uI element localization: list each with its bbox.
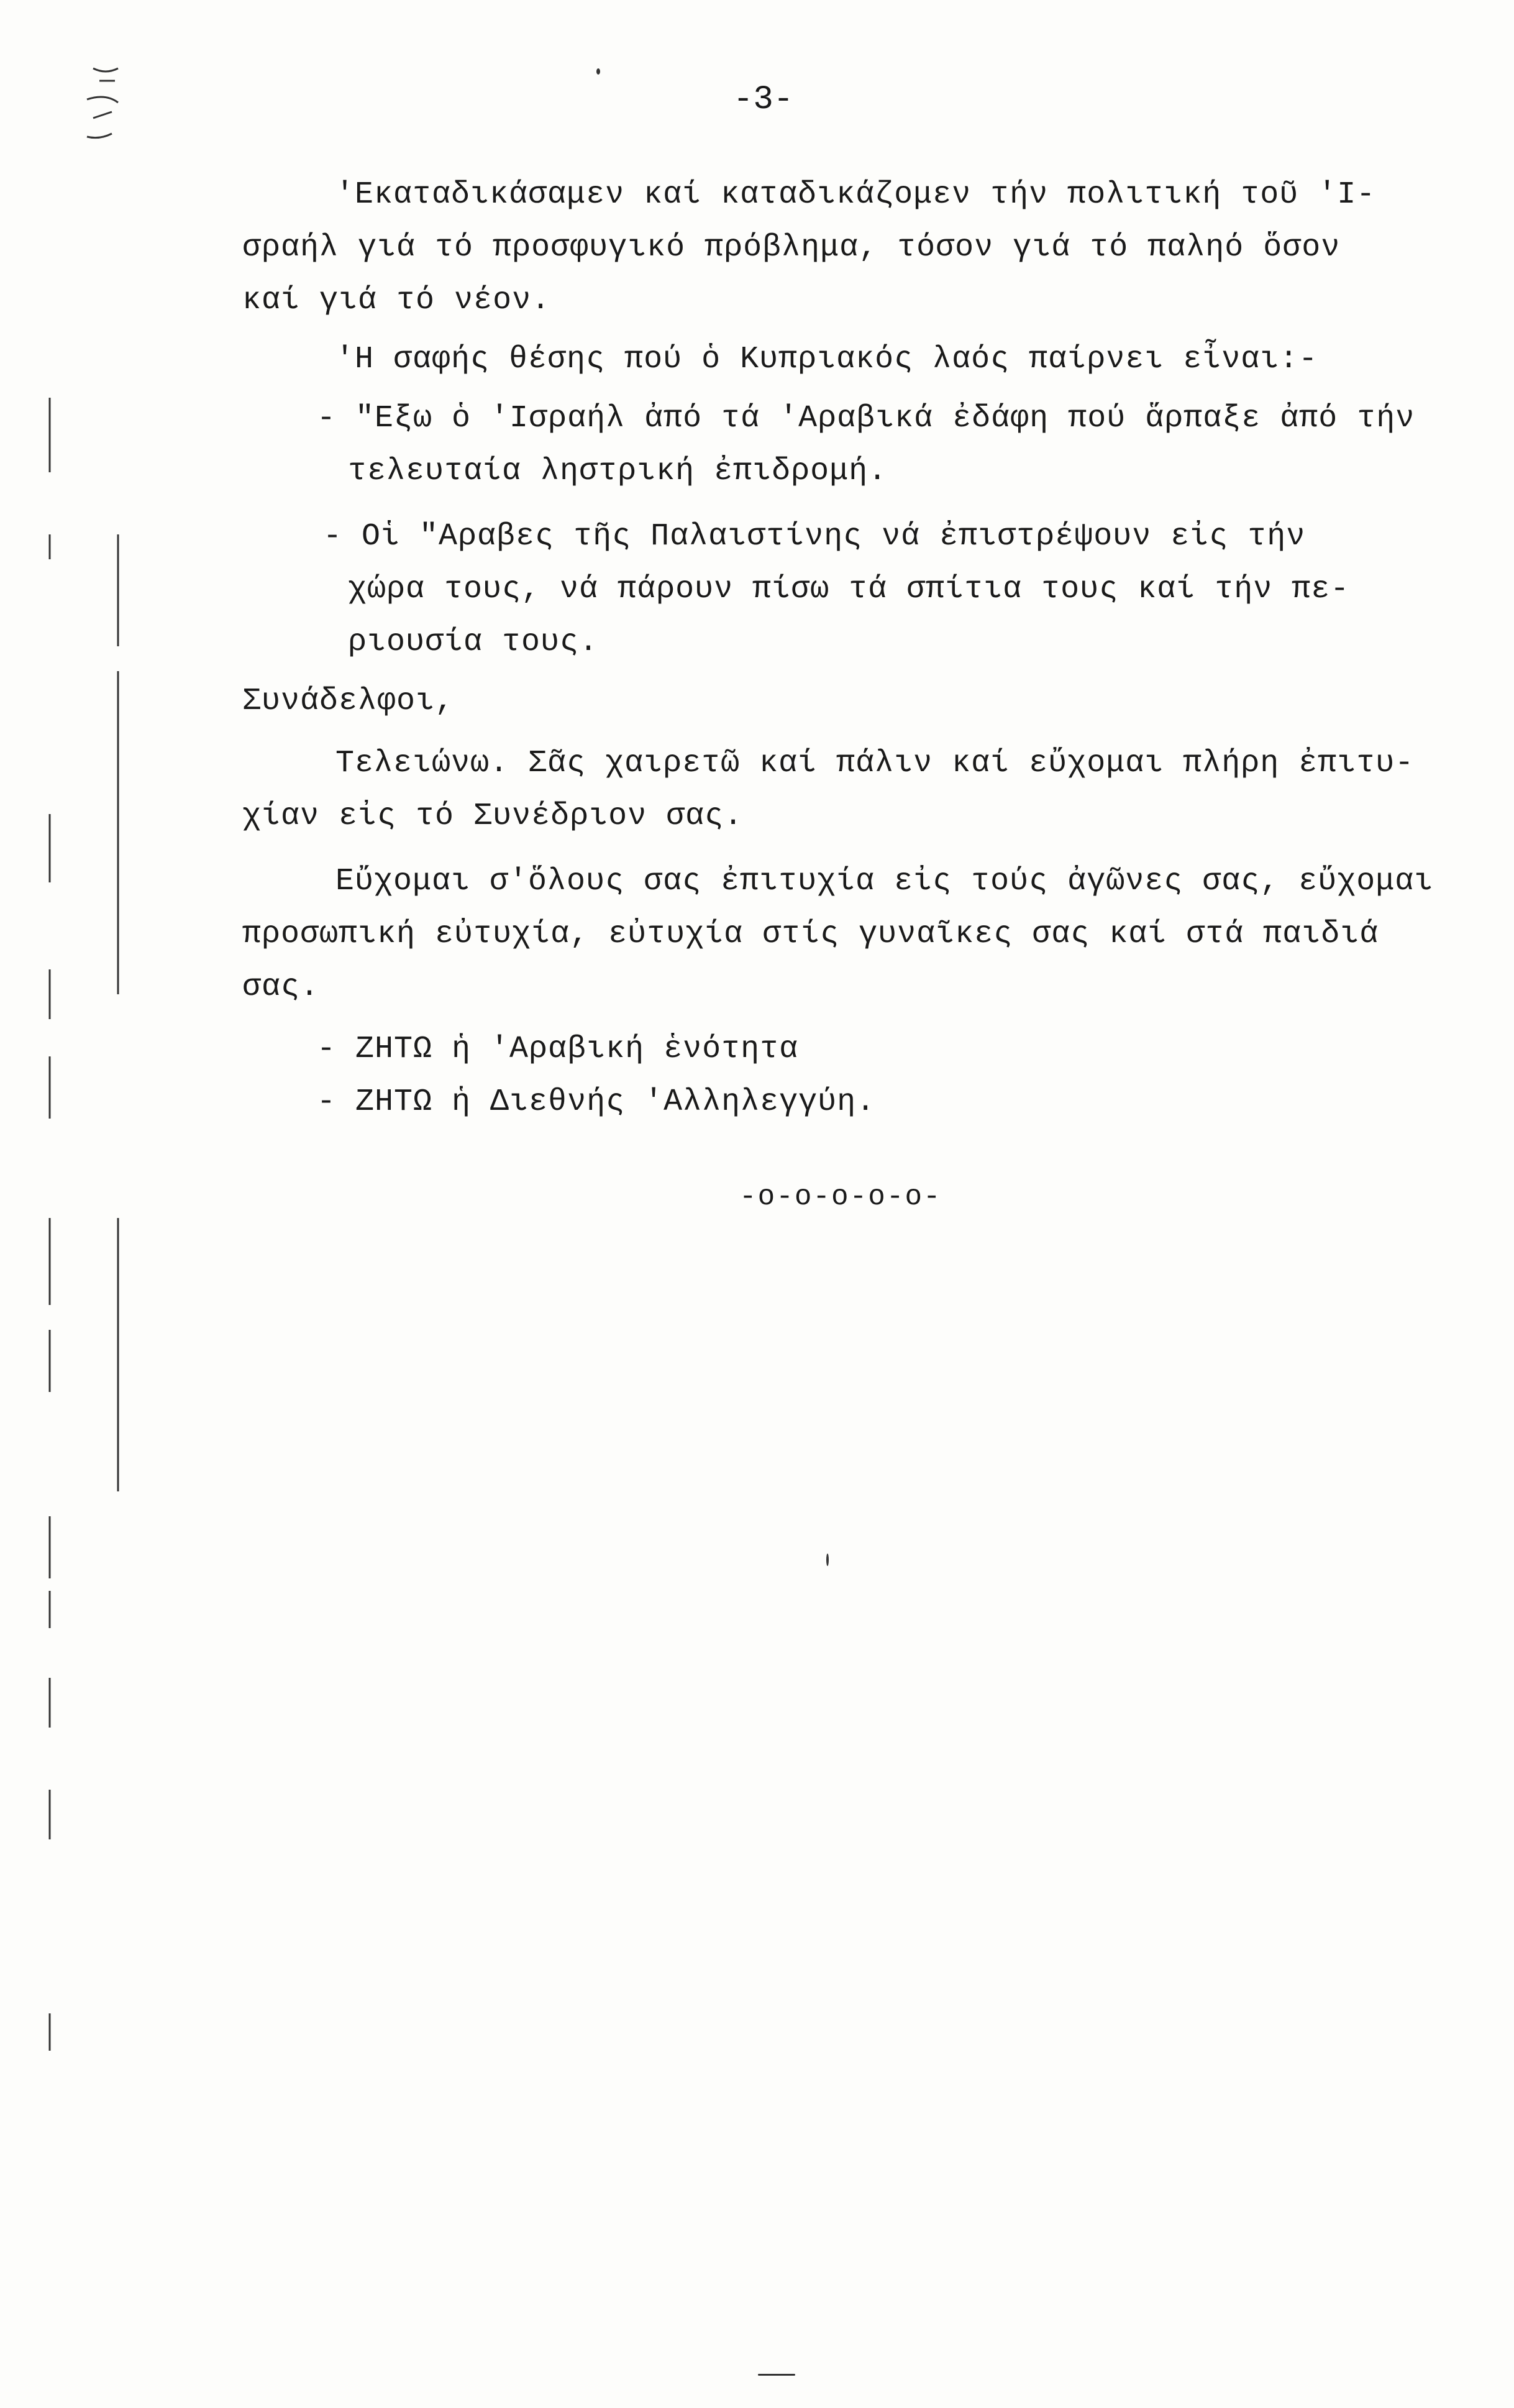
- paragraph-line: προσωπική εὐτυχία, εὐτυχία στίς γυναῖκες σας καί στά παιδιά: [242, 917, 1379, 952]
- scan-speck: [758, 2374, 795, 2376]
- paragraph-line: καί γιά τό νέον.: [242, 283, 551, 318]
- scan-speck: [596, 68, 600, 75]
- bullet-line: ριουσία τους.: [348, 625, 599, 660]
- paragraph-line: Τελειώνω. Σᾶς χαιρετῶ καί πάλιν καί εὔχομαι πλήρη ἐπιτυ-: [335, 746, 1415, 781]
- paragraph-line: 'Η σαφής θέσης πού ὁ Κυπριακός λαός παίρνει εἶναι:-: [335, 342, 1318, 377]
- paragraph-line: σραήλ γιά τό προσφυγικό πρόβλημα, τόσον γιά τό παληό ὅσον: [242, 230, 1341, 265]
- salutation: Συνάδελφοι,: [242, 684, 455, 719]
- paragraph-line: 'Εκαταδικάσαμεν καί καταδικάζομεν τήν πολιτική τοῦ 'Ι-: [335, 177, 1376, 213]
- scan-speck: [826, 1554, 829, 1566]
- page-number: -3-: [733, 81, 794, 119]
- bullet-line: - "Εξω ὁ 'Ισραήλ ἀπό τά 'Αραβικά ἐδάφη πού ἅρπαξε ἀπό τήν: [317, 401, 1415, 436]
- bullet-line: - Οἱ "Αραβες τῆς Παλαιστίνης νά ἐπιστρέψουν εἰς τήν: [323, 519, 1306, 554]
- paragraph-line: σας.: [242, 969, 320, 1005]
- bullet-line: τελευταία ληστρική ἐπιδρομή.: [348, 454, 888, 489]
- bullet-line: χώρα τους, νά πάρουν πίσω τά σπίτια τους καί τήν πε-: [348, 572, 1350, 607]
- paragraph-line: Εὔχομαι σ'ὅλους σας ἐπιτυχία εἰς τούς ἀγῶνες σας, εὔχομαι: [335, 864, 1434, 899]
- slogan-line: - ΖΗΤΩ ἡ 'Αραβική ἑνότητα: [317, 1032, 799, 1067]
- paragraph-line: χίαν εἰς τό Συνέδριον σας.: [242, 799, 744, 834]
- scan-margin-marks: [0, 0, 143, 2408]
- closing-divider: -o-o-o-o-o-: [739, 1181, 942, 1213]
- slogan-line: - ΖΗΤΩ ἡ Διεθνής 'Αλληλεγγύη.: [317, 1084, 876, 1120]
